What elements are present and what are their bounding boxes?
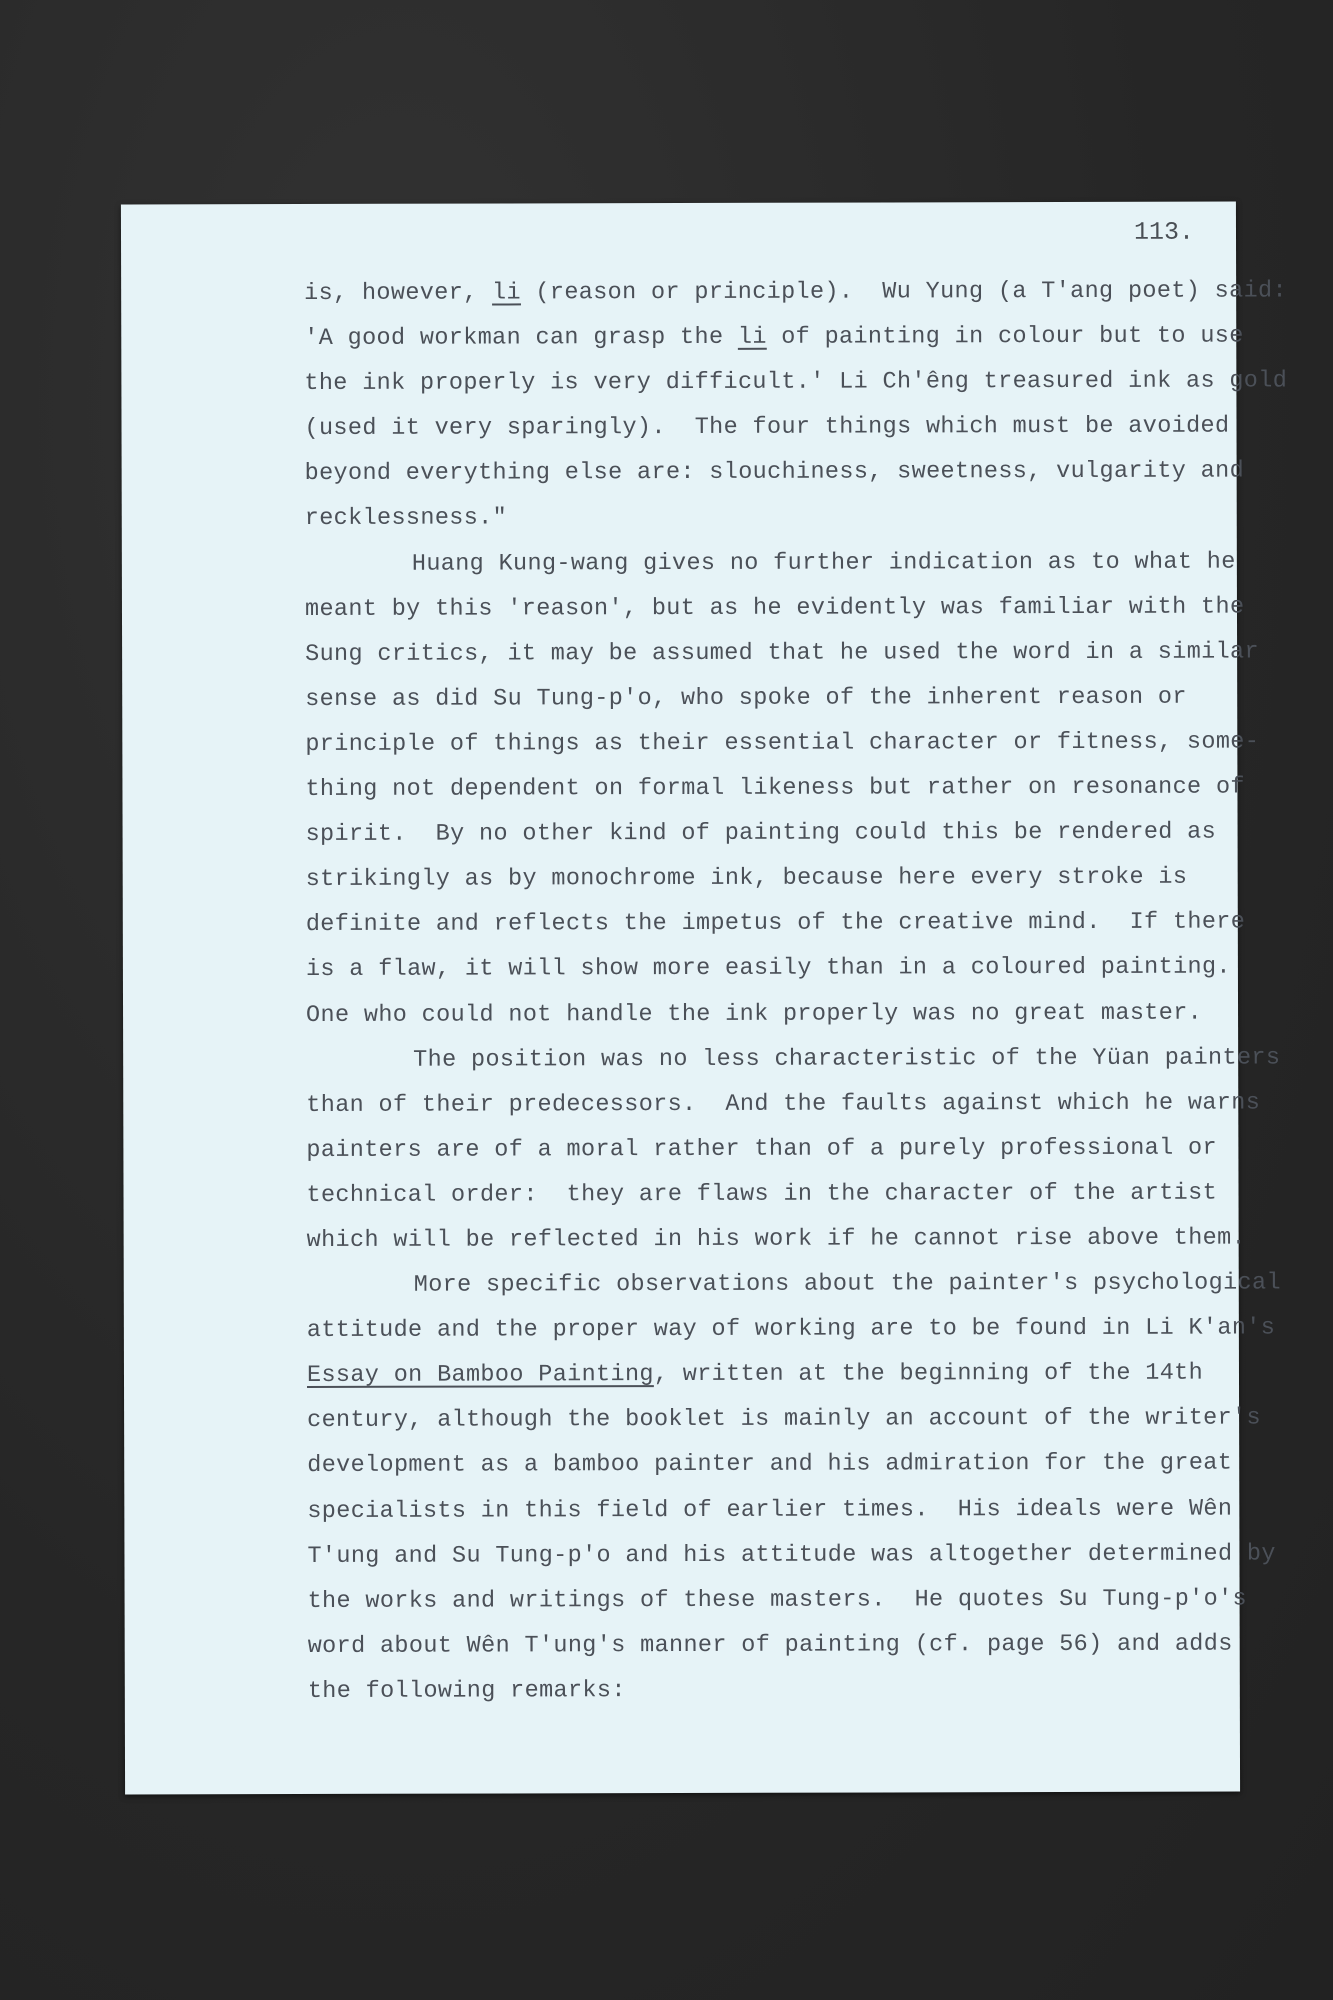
text-line: definite and reflects the impetus of the creative mind. If there: [305, 908, 1246, 939]
text-line: than of their predecessors. And the faults against which he warns: [306, 1089, 1261, 1119]
text-line: the following remarks:: [307, 1677, 626, 1705]
text-line: the works and writings of these masters. He quotes Su Tung-p'o's: [307, 1585, 1248, 1615]
paragraph-start-line: Huang Kung-wang gives no further indication as to what he: [411, 548, 1236, 578]
text-line: Essay on Bamboo Painting, written at the beginning of the 14th: [306, 1359, 1204, 1390]
page-body-text: [304, 269, 1288, 1714]
text-line: century, although the booklet is mainly an account of the writer's: [307, 1404, 1261, 1435]
text-line: principle of things as their essential character or fitness, some-: [305, 728, 1260, 758]
text-line: the ink properly is very difficult.' Li Ch'êng treasured ink as gold: [304, 367, 1288, 398]
text-line: technical order: they are flaws in the character of the artist: [306, 1179, 1218, 1209]
paragraph-start-line: More specific observations about the painter's psychological: [413, 1269, 1281, 1299]
text-line: painters are of a moral rather than of a purely professional or: [306, 1134, 1217, 1164]
text-line: which will be reflected in his work if he cannot rise above them.: [306, 1224, 1247, 1254]
text-line: recklessness.": [304, 504, 508, 533]
text-line: T'ung and Su Tung-p'o and his attitude was altogether determined by: [307, 1540, 1276, 1570]
text-line: thing not dependent on formal likeness but rather on resonance of: [305, 773, 1245, 804]
typewritten-page: [121, 202, 1288, 1795]
text-line: is, however, li (reason or principle). Wu Yung (a T'ang poet) said:: [304, 277, 1287, 307]
underlined-term-li: li: [492, 279, 521, 307]
text-line: is a flaw, it will show more easily than in a coloured painting.: [305, 953, 1231, 984]
text-line: beyond everything else are: slouchiness, sweetness, vulgarity and: [304, 457, 1245, 488]
underlined-term-li: li: [737, 323, 767, 351]
text-line: Sung critics, it may be assumed that he used the word in a similar: [305, 638, 1259, 668]
text-line: (used it very sparingly). The four things which must be avoided: [304, 412, 1230, 443]
text-line: meant by this 'reason', but as he evidently was familiar with the: [304, 593, 1245, 623]
text-line: development as a bamboo painter and his admiration for the great: [307, 1449, 1233, 1480]
paragraph-start-line: The position was no less characteristic of the Yüan painters: [413, 1044, 1281, 1074]
text-line: 'A good workman can grasp the li of painting in colour but to use: [304, 322, 1244, 353]
text-line: spirit. By no other kind of painting could this be rendered as: [305, 818, 1217, 849]
text-line: sense as did Su Tung-p'o, who spoke of the inherent reason or: [305, 683, 1187, 713]
page-number: 113.: [1133, 217, 1195, 247]
text-line: word about Wên T'ung's manner of painting (cf. page 56) and adds: [307, 1630, 1233, 1660]
text-line: One who could not handle the ink properly was no great master.: [306, 999, 1203, 1029]
underlined-book-title: Essay on Bamboo Painting: [306, 1361, 654, 1390]
text-line: specialists in this field of earlier times. His ideals were Wên: [307, 1495, 1233, 1525]
text-line: attitude and the proper way of working are to be found in Li K'an's: [306, 1314, 1276, 1345]
text-line: strikingly as by monochrome ink, because here every stroke is: [305, 863, 1188, 894]
